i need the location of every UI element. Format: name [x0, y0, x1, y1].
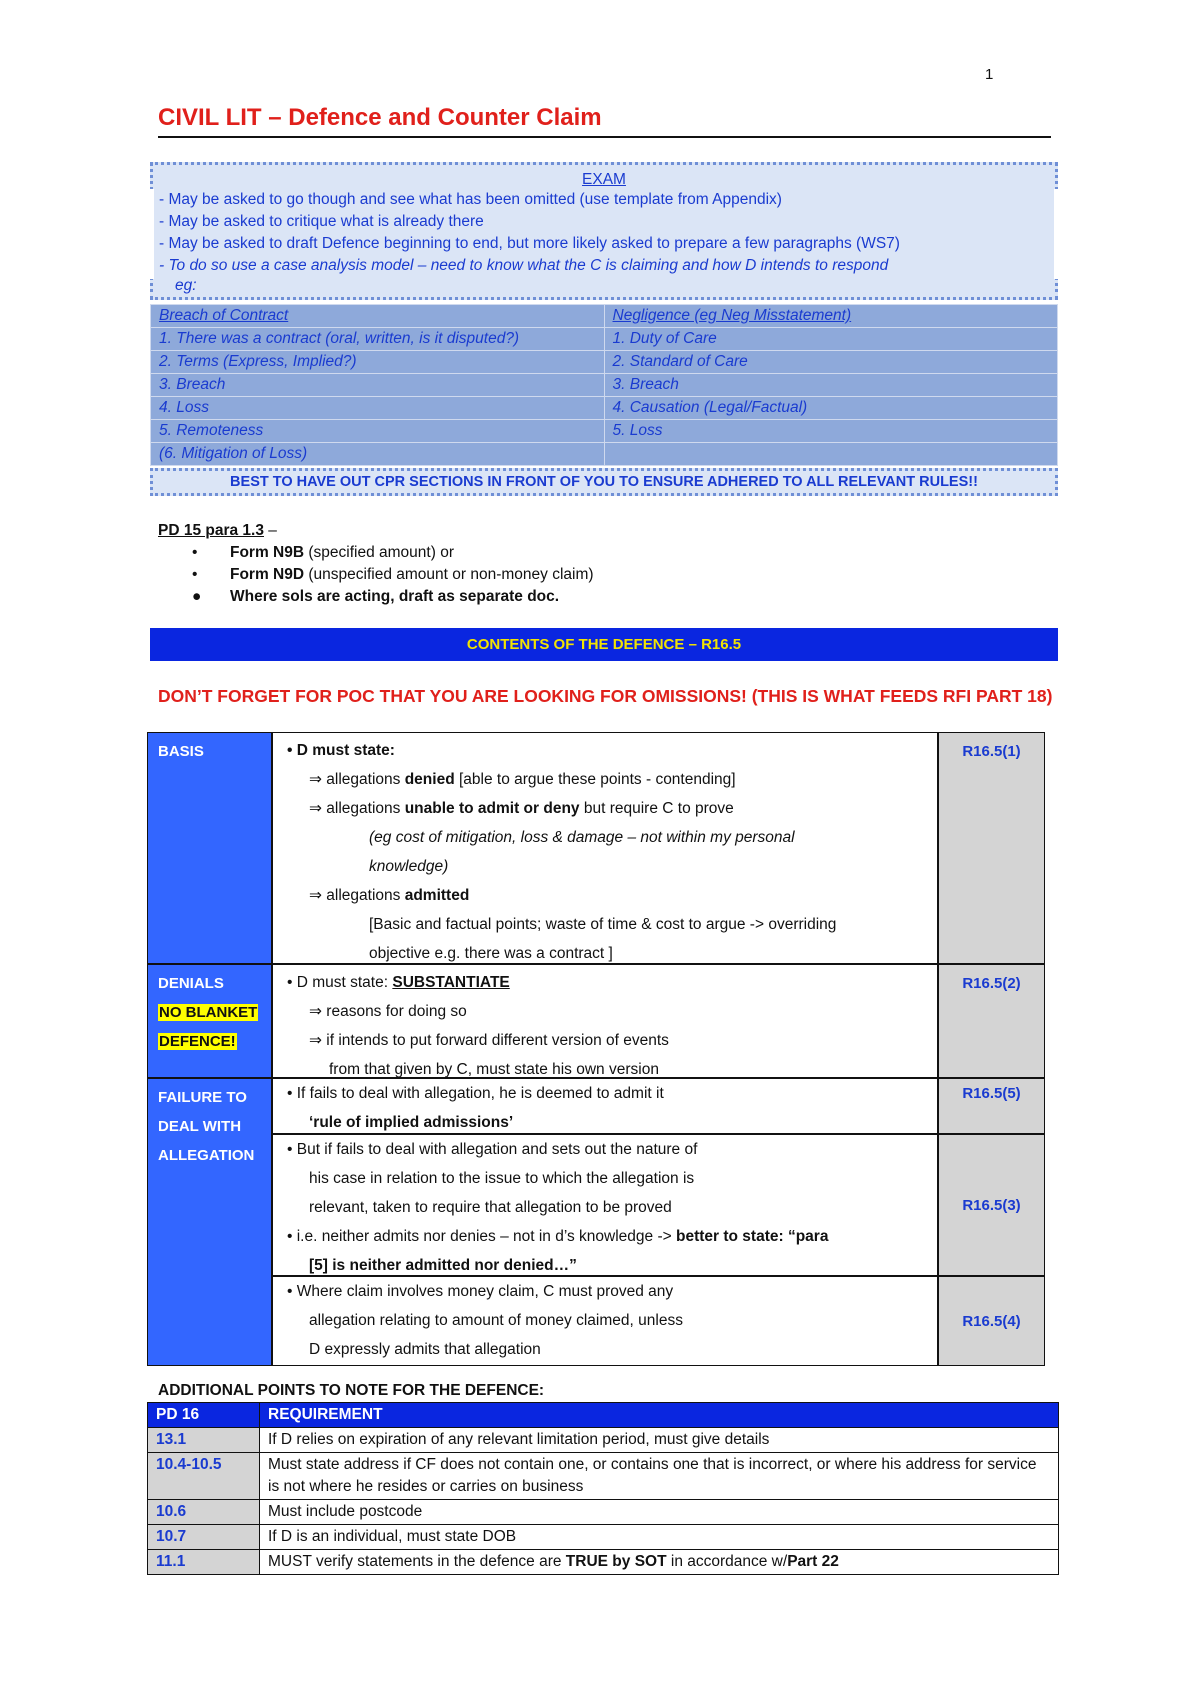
table-row — [148, 1453, 1059, 1500]
failure-line: allegation relating to amount of money claimed, unless — [309, 1312, 683, 1329]
failure-content-2 — [272, 1134, 938, 1276]
pd16-ref: 10.6 — [148, 1500, 260, 1525]
title-rule — [158, 136, 1051, 138]
pd16-ref: 11.1 — [148, 1550, 260, 1575]
additional-points-heading: ADDITIONAL POINTS TO NOTE FOR THE DEFENCE: — [158, 1382, 545, 1399]
basis-label: BASIS — [158, 743, 204, 760]
pd15-item — [192, 544, 454, 562]
text: • i.e. neither admits nor denies – not in d’s knowledge -> — [287, 1228, 676, 1245]
pd15-item-bold: Where sols are acting, draft as separate doc. — [230, 588, 560, 605]
exam-heading: EXAM — [582, 171, 626, 188]
grid-cell: 1. There was a contract (oral, written, is it disputed?) — [151, 328, 605, 351]
table-row — [148, 1500, 1059, 1525]
text-bold: unable to admit or deny — [404, 800, 580, 817]
text-bold: denied — [404, 771, 455, 788]
pd16-ref: 10.4-10.5 — [148, 1453, 260, 1500]
basis-line: (eg cost of mitigation, loss & damage – not within my personal — [369, 829, 795, 846]
row-label-denials — [147, 964, 272, 1078]
rule-ref: R16.5(3) — [938, 1134, 1045, 1276]
text: but require C to prove — [579, 800, 734, 817]
grid-cell: 2. Terms (Express, Implied?) — [151, 351, 605, 374]
pd15-item-rest: (unspecified amount or non-money claim) — [304, 566, 594, 583]
text: MUST verify statements in the defence are — [268, 1553, 566, 1570]
rule-ref: R16.5(4) — [938, 1276, 1045, 1366]
page-title: CIVIL LIT – Defence and Counter Claim — [158, 104, 602, 131]
page-number: 1 — [985, 66, 994, 83]
grid-cell: 3. Breach — [151, 374, 605, 397]
text: ⇒ allegations — [309, 771, 405, 788]
pd16-table — [147, 1402, 1059, 1575]
failure-label: FAILURE TO — [158, 1089, 247, 1106]
pd15-item-bold: Form N9D — [230, 566, 305, 583]
text: ⇒ allegations — [309, 800, 405, 817]
pd16-ref: 10.7 — [148, 1525, 260, 1550]
basis-line: knowledge) — [369, 858, 449, 875]
pd15-item — [192, 566, 594, 584]
grid-cell: 2. Standard of Care — [604, 351, 1058, 374]
table-row — [148, 1550, 1059, 1575]
denials-label: DENIALS — [158, 975, 224, 992]
grid-cell: 3. Breach — [604, 374, 1058, 397]
highlight-text: DEFENCE! — [159, 1033, 236, 1050]
text-bold: admitted — [404, 887, 470, 904]
text: in accordance w/ — [666, 1553, 788, 1570]
text-bold: SUBSTANTIATE — [392, 974, 510, 991]
basis-line — [287, 881, 929, 910]
pd15-suffix: – — [263, 522, 277, 539]
pd16-requirement: If D relies on expiration of any relevant limitation period, must give details — [260, 1428, 1059, 1453]
failure-line — [287, 1222, 929, 1251]
denials-line: from that given by C, must state his own version — [329, 1061, 659, 1078]
failure-label: DEAL WITH — [158, 1118, 242, 1135]
pd16-requirement: Must state address if CF does not contain one, or contains one that is incorrect, or where his address for service is not where he resides or carries on business — [260, 1453, 1059, 1500]
pd16-requirement — [260, 1550, 1059, 1575]
text-bold: TRUE by SOT — [565, 1553, 667, 1570]
bullet-icon: • — [192, 566, 198, 583]
exam-line: - May be asked to critique what is already there — [159, 213, 484, 230]
basis-line — [287, 794, 929, 823]
basis-line — [287, 736, 929, 765]
failure-line: ‘rule of implied admissions’ — [309, 1114, 514, 1131]
exam-box-edge-left — [150, 189, 154, 279]
best-note: BEST TO HAVE OUT CPR SECTIONS IN FRONT OF YOU TO ENSURE ADHERED TO ALL RELEVANT RULES!! — [150, 468, 1058, 496]
failure-line: • Where claim involves money claim, C must proved any — [287, 1283, 674, 1300]
text: ⇒ allegations — [309, 887, 405, 904]
bullet-icon: • — [192, 544, 198, 561]
bullet-icon: ● — [192, 588, 202, 605]
grid-cell: 4. Loss — [151, 397, 605, 420]
text: • D must state: — [287, 974, 393, 991]
pd16-requirement: Must include postcode — [260, 1500, 1059, 1525]
grid-cell — [604, 443, 1058, 466]
row-label-failure — [147, 1078, 272, 1366]
basis-content — [272, 732, 938, 964]
rule-ref: R16.5(2) — [938, 964, 1045, 1078]
grid-cell: 1. Duty of Care — [604, 328, 1058, 351]
table-row — [148, 1525, 1059, 1550]
denials-line: ⇒ if intends to put forward different version of events — [309, 1032, 669, 1049]
failure-line: his case in relation to the issue to which the allegation is — [309, 1170, 695, 1187]
pd16-requirement: If D is an individual, must state DOB — [260, 1525, 1059, 1550]
pd15-item — [192, 588, 559, 606]
denials-line: ⇒ reasons for doing so — [309, 1003, 467, 1020]
row-label-basis — [147, 732, 272, 964]
case-analysis-grid — [150, 304, 1058, 466]
exam-line: eg: — [175, 277, 197, 294]
rule-ref: R16.5(5) — [938, 1078, 1045, 1134]
exam-line: - To do so use a case analysis model – need to know what the C is claiming and how D intends to respond — [159, 257, 889, 274]
table-row — [148, 1428, 1059, 1453]
pd16-header: PD 16 — [148, 1403, 260, 1428]
exam-box-edge-right — [1054, 189, 1058, 279]
grid-header-contract: Breach of Contract — [151, 305, 605, 328]
contents-banner: CONTENTS OF THE DEFENCE – R16.5 — [150, 628, 1058, 661]
exam-line: - May be asked to go though and see what has been omitted (use template from Appendix) — [159, 191, 782, 208]
basis-intro: • D must state: — [287, 742, 395, 759]
grid-cell: (6. Mitigation of Loss) — [151, 443, 605, 466]
failure-line: D expressly admits that allegation — [309, 1341, 541, 1358]
pd15-item-bold: Form N9B — [230, 544, 305, 561]
failure-content-1 — [272, 1078, 938, 1134]
grid-cell: 4. Causation (Legal/Factual) — [604, 397, 1058, 420]
exam-line: - May be asked to draft Defence beginning to end, but more likely asked to prepare a few paragraphs (WS7) — [159, 235, 900, 252]
pd16-ref: 13.1 — [148, 1428, 260, 1453]
grid-header-negligence: Negligence (eg Neg Misstatement) — [604, 305, 1058, 328]
exam-box — [150, 162, 1058, 300]
basis-line: objective e.g. there was a contract ] — [369, 945, 613, 962]
pd15-heading — [158, 522, 277, 540]
pd15-ref: PD 15 para 1.3 — [158, 522, 264, 539]
highlight-text: NO BLANKET — [159, 1004, 258, 1021]
failure-label: ALLEGATION — [158, 1147, 255, 1164]
failure-line: • If fails to deal with allegation, he is deemed to admit it — [287, 1085, 664, 1102]
denials-line — [287, 968, 929, 997]
failure-content-3 — [272, 1276, 938, 1366]
basis-line — [287, 765, 929, 794]
pd15-item-rest: (specified amount) or — [304, 544, 454, 561]
dont-forget-note: DON’T FORGET FOR POC THAT YOU ARE LOOKING FOR OMISSIONS! (THIS IS WHAT FEEDS RFI PART 18) — [158, 686, 1053, 706]
text-bold: better to state: “para — [676, 1228, 829, 1245]
text: [able to argue these points - contending] — [454, 771, 736, 788]
failure-line: relevant, taken to require that allegation to be proved — [309, 1199, 672, 1216]
requirement-header: REQUIREMENT — [260, 1403, 1059, 1428]
rule-ref: R16.5(1) — [938, 732, 1045, 964]
grid-cell: 5. Loss — [604, 420, 1058, 443]
basis-line: [Basic and factual points; waste of time & cost to argue -> overriding — [369, 916, 837, 933]
failure-line: • But if fails to deal with allegation and sets out the nature of — [287, 1141, 698, 1158]
failure-line: [5] is neither admitted nor denied…” — [309, 1257, 577, 1274]
denials-content — [272, 964, 938, 1078]
grid-cell: 5. Remoteness — [151, 420, 605, 443]
text-bold: Part 22 — [787, 1553, 839, 1570]
